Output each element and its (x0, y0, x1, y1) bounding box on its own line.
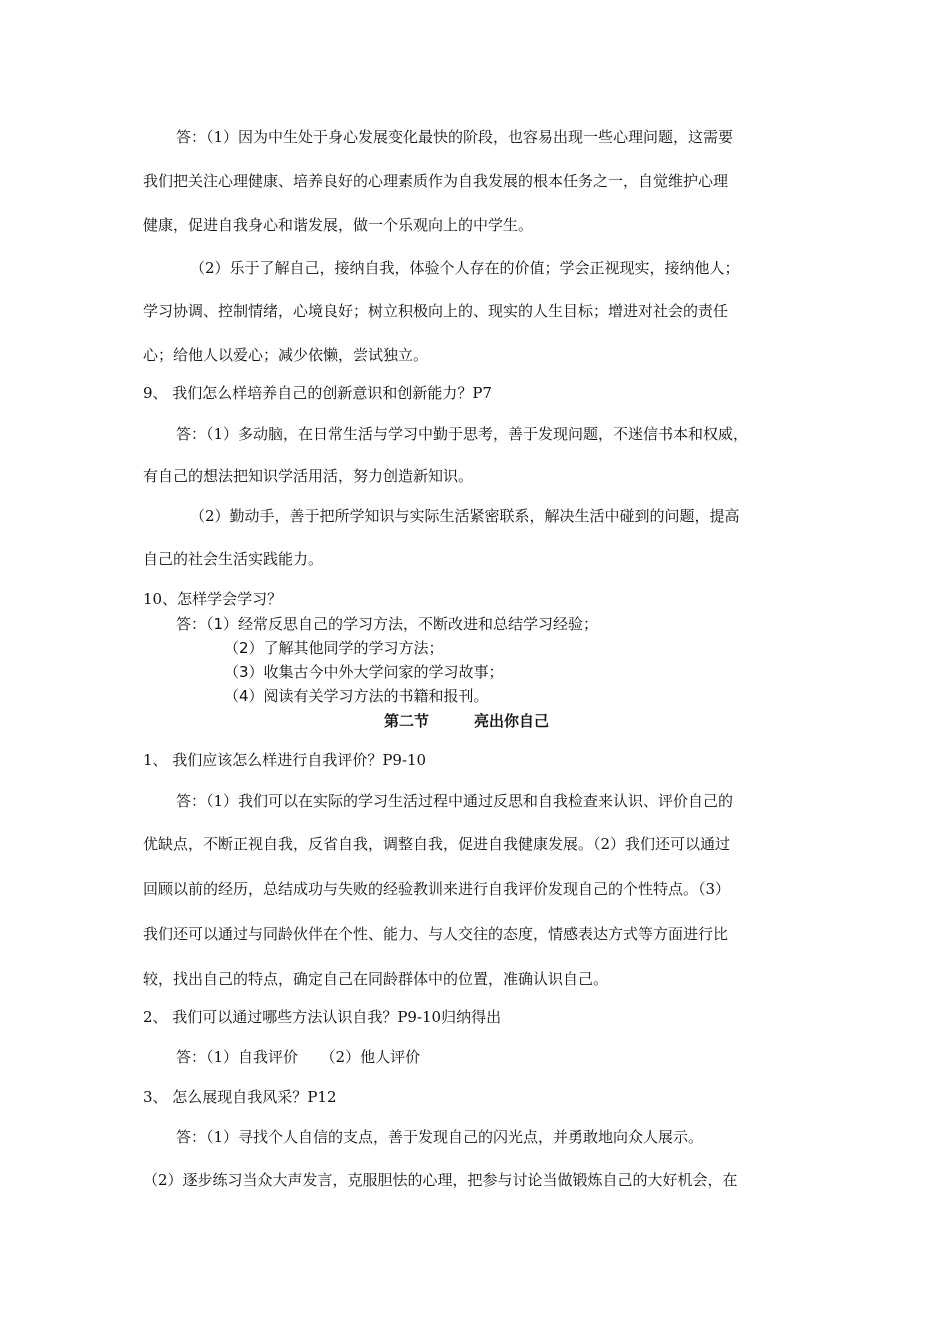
question-10: 10、怎样学会学习？ (143, 590, 283, 608)
question-2: 2、 我们可以通过哪些方法认识自我？P9-10归纳得出 (143, 1008, 502, 1026)
answer-9-part2-line2: 自己的社会生活实践能力。 (143, 550, 324, 568)
answer-8-part2-line3: 心；给他人以爱心；减少依懒，尝试独立。 (143, 346, 429, 364)
answer-1-line2: 优缺点，不断正视自我，反省自我，调整自我，促进自我健康发展。（2）我们还可以通过 (143, 835, 731, 853)
answer-8-part2-line2: 学习协调、控制情绪，心境良好；树立积极向上的、现实的人生目标；增进对社会的责任 (143, 302, 729, 320)
answer-2: 答：（1）自我评价 （2）他人评价 (176, 1048, 421, 1066)
question-1: 1、 我们应该怎么样进行自我评价？P9-10 (143, 751, 427, 769)
answer-8-part1-line1: 答：（1）因为中生处于身心发展变化最快的阶段，也容易出现一些心理问题，这需要 (176, 128, 734, 146)
answer-1-line4: 我们还可以通过与同龄伙伴在个性、能力、与人交往的态度，情感表达方式等方面进行比 (143, 925, 729, 943)
section-heading: 第二节 亮出你自己 (384, 712, 550, 730)
answer-1-line3: 回顾以前的经历，总结成功与失败的经验教训来进行自我评价发现自己的个性特点。（3） (143, 880, 731, 898)
answer-3-line2: （2）逐步练习当众大声发言，克服胆怯的心理，把参与讨论当做锻炼自己的大好机会，在 (143, 1171, 738, 1189)
answer-9-part2-line1: （2）勤动手，善于把所学知识与实际生活紧密联系，解决生活中碰到的问题，提高 (190, 507, 740, 525)
answer-8-part2-line1: （2）乐于了解自己，接纳自我，体验个人存在的价值；学会正视现实，接纳他人； (190, 259, 740, 277)
answer-10-item4: （4）阅读有关学习方法的书籍和报刊。 (224, 687, 489, 705)
answer-8-part1-line2: 我们把关注心理健康、培养良好的心理素质作为自我发展的根本任务之一，自觉维护心理 (143, 172, 729, 190)
answer-9-part1-line1: 答：（1）多动脑，在日常生活与学习中勤于思考，善于发现问题，不迷信书本和权威， (176, 425, 749, 443)
answer-1-line1: 答：（1）我们可以在实际的学习生活过程中通过反思和自我检查来认识、评价自己的 (176, 792, 734, 810)
question-3: 3、 怎么展现自我风采？P12 (143, 1088, 337, 1106)
answer-1-line5: 较，找出自己的特点，确定自己在同龄群体中的位置，准确认识自己。 (143, 970, 609, 988)
answer-9-part1-line2: 有自己的想法把知识学活用活，努力创造新知识。 (143, 467, 474, 485)
answer-10-item2: （2）了解其他同学的学习方法； (224, 639, 444, 657)
answer-3-line1: 答：（1）寻找个人自信的支点，善于发现自己的闪光点，并勇敢地向众人展示。 (176, 1128, 704, 1146)
question-9: 9、 我们怎么样培养自己的创新意识和创新能力？P7 (143, 384, 492, 402)
answer-10-item1: 答：（1）经常反思自己的学习方法，不断改进和总结学习经验； (176, 615, 599, 633)
answer-10-item3: （3）收集古今中外大学问家的学习故事； (224, 663, 504, 681)
answer-8-part1-line3: 健康，促进自我身心和谐发展，做一个乐观向上的中学生。 (143, 216, 534, 234)
